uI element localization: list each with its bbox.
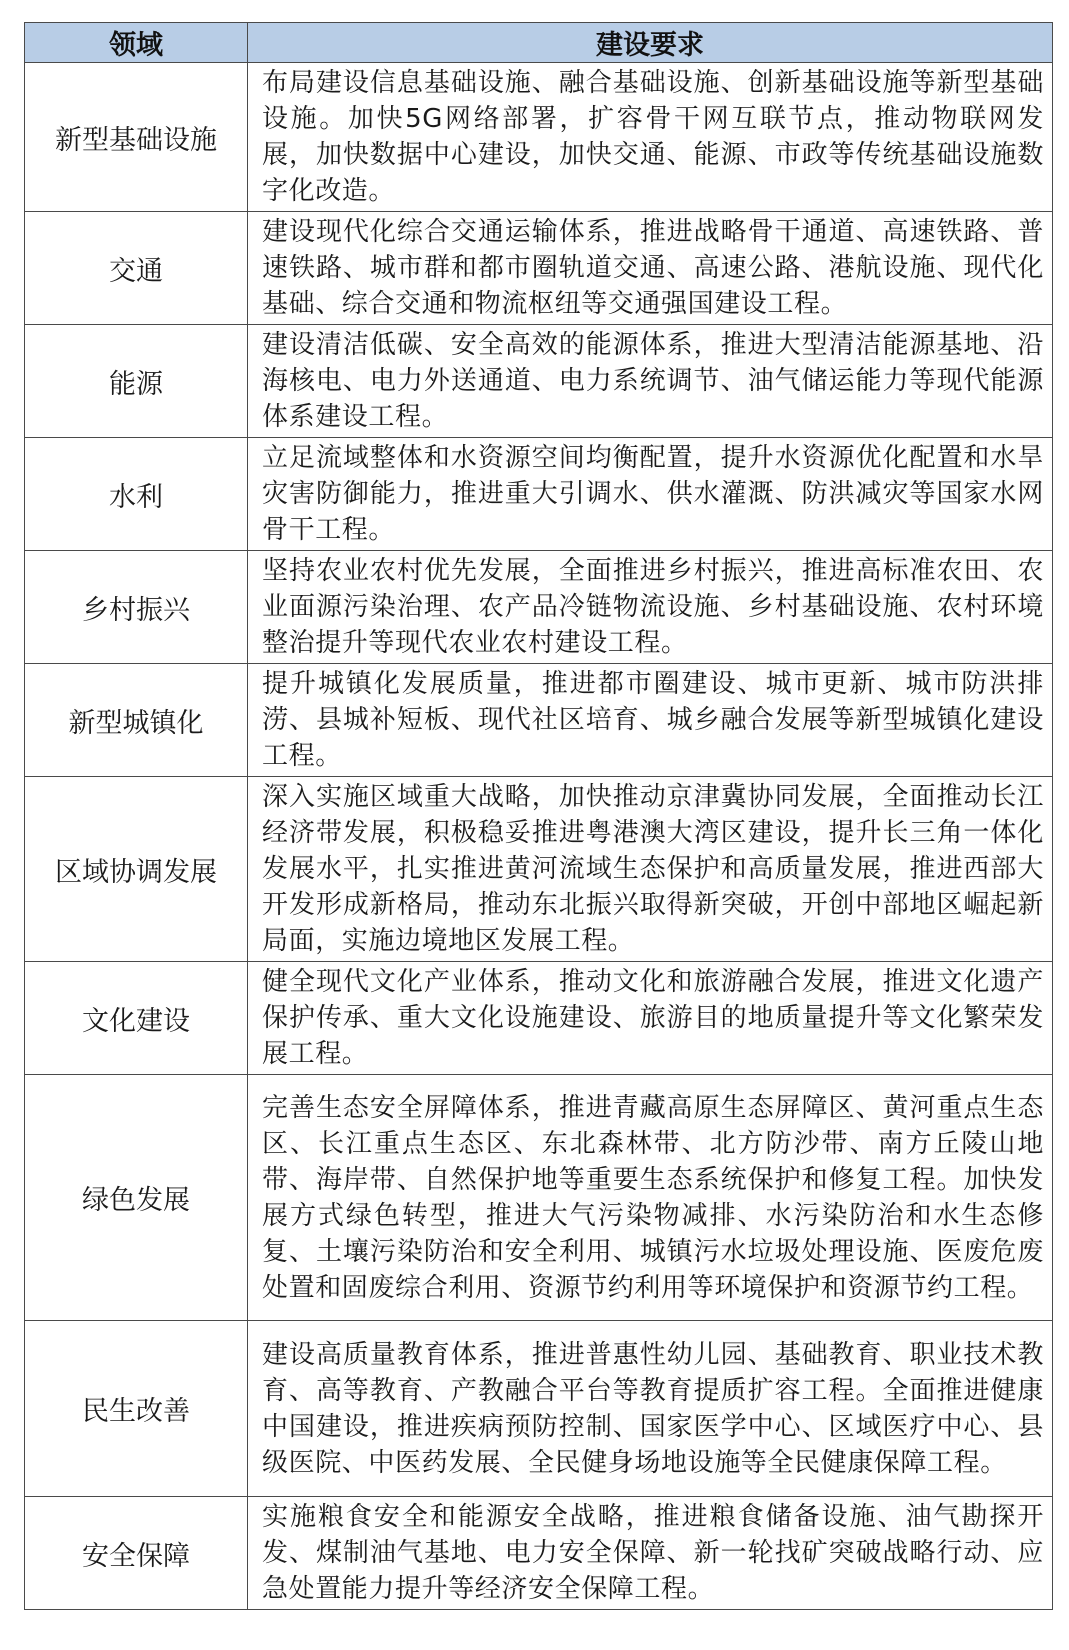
requirement-cell: 立足流域整体和水资源空间均衡配置，提升水资源优化配置和水旱灾害防御能力，推进重大引调水、供水灌溉、防洪减灾等国家水网骨干工程。 bbox=[248, 438, 1053, 551]
requirement-cell: 实施粮食安全和能源安全战略，推进粮食储备设施、油气勘探开发、煤制油气基地、电力安全保障、新一轮找矿突破战略行动、应急处置能力提升等经济安全保障工程。 bbox=[248, 1497, 1053, 1610]
table-row bbox=[25, 1075, 1053, 1321]
header-field: 领域 bbox=[25, 23, 248, 63]
field-cell: 新型基础设施 bbox=[25, 63, 248, 212]
field-cell: 交通 bbox=[25, 212, 248, 325]
table-row bbox=[25, 63, 1053, 212]
construction-requirements-table-container bbox=[24, 22, 1052, 1610]
table-row bbox=[25, 551, 1053, 664]
header-requirement: 建设要求 bbox=[248, 23, 1053, 63]
requirement-cell: 布局建设信息基础设施、融合基础设施、创新基础设施等新型基础设施。加快5G网络部署，扩容骨干网互联节点，推动物联网发展，加快数据中心建设，加快交通、能源、市政等传统基础设施数字化改造。 bbox=[248, 63, 1053, 212]
table-row bbox=[25, 777, 1053, 962]
table-row bbox=[25, 438, 1053, 551]
table-row bbox=[25, 1321, 1053, 1497]
table-row bbox=[25, 664, 1053, 777]
table-row bbox=[25, 1497, 1053, 1610]
requirement-cell: 坚持农业农村优先发展，全面推进乡村振兴，推进高标准农田、农业面源污染治理、农产品冷链物流设施、乡村基础设施、农村环境整治提升等现代农业农村建设工程。 bbox=[248, 551, 1053, 664]
requirement-cell: 完善生态安全屏障体系，推进青藏高原生态屏障区、黄河重点生态区、长江重点生态区、东北森林带、北方防沙带、南方丘陵山地带、海岸带、自然保护地等重要生态系统保护和修复工程。加快发展方式绿色转型，推进大气污染物减排、水污染防治和水生态修复、土壤污染防治和安全利用、城镇污水垃圾处理设施、医废危废处置和固废综合利用、资源节约利用等环境保护和资源节约工程。 bbox=[248, 1075, 1053, 1321]
table-row bbox=[25, 325, 1053, 438]
field-cell: 能源 bbox=[25, 325, 248, 438]
field-cell: 水利 bbox=[25, 438, 248, 551]
construction-requirements-table bbox=[24, 22, 1053, 1610]
field-cell: 区域协调发展 bbox=[25, 777, 248, 962]
table-row bbox=[25, 962, 1053, 1075]
field-cell: 乡村振兴 bbox=[25, 551, 248, 664]
field-cell: 文化建设 bbox=[25, 962, 248, 1075]
field-cell: 民生改善 bbox=[25, 1321, 248, 1497]
field-cell: 安全保障 bbox=[25, 1497, 248, 1610]
table-row bbox=[25, 212, 1053, 325]
field-cell: 新型城镇化 bbox=[25, 664, 248, 777]
table-header-row bbox=[25, 23, 1053, 63]
field-cell: 绿色发展 bbox=[25, 1075, 248, 1321]
requirement-cell: 建设现代化综合交通运输体系，推进战略骨干通道、高速铁路、普速铁路、城市群和都市圈轨道交通、高速公路、港航设施、现代化基础、综合交通和物流枢纽等交通强国建设工程。 bbox=[248, 212, 1053, 325]
requirement-cell: 健全现代文化产业体系，推动文化和旅游融合发展，推进文化遗产保护传承、重大文化设施建设、旅游目的地质量提升等文化繁荣发展工程。 bbox=[248, 962, 1053, 1075]
requirement-cell: 建设清洁低碳、安全高效的能源体系，推进大型清洁能源基地、沿海核电、电力外送通道、电力系统调节、油气储运能力等现代能源体系建设工程。 bbox=[248, 325, 1053, 438]
requirement-cell: 提升城镇化发展质量，推进都市圈建设、城市更新、城市防洪排涝、县城补短板、现代社区培育、城乡融合发展等新型城镇化建设工程。 bbox=[248, 664, 1053, 777]
requirement-cell: 建设高质量教育体系，推进普惠性幼儿园、基础教育、职业技术教育、高等教育、产教融合平台等教育提质扩容工程。全面推进健康中国建设，推进疾病预防控制、国家医学中心、区域医疗中心、县级医院、中医药发展、全民健身场地设施等全民健康保障工程。 bbox=[248, 1321, 1053, 1497]
requirement-cell: 深入实施区域重大战略，加快推动京津冀协同发展，全面推动长江经济带发展，积极稳妥推进粤港澳大湾区建设，提升长三角一体化发展水平，扎实推进黄河流域生态保护和高质量发展，推进西部大开发形成新格局，推动东北振兴取得新突破，开创中部地区崛起新局面，实施边境地区发展工程。 bbox=[248, 777, 1053, 962]
